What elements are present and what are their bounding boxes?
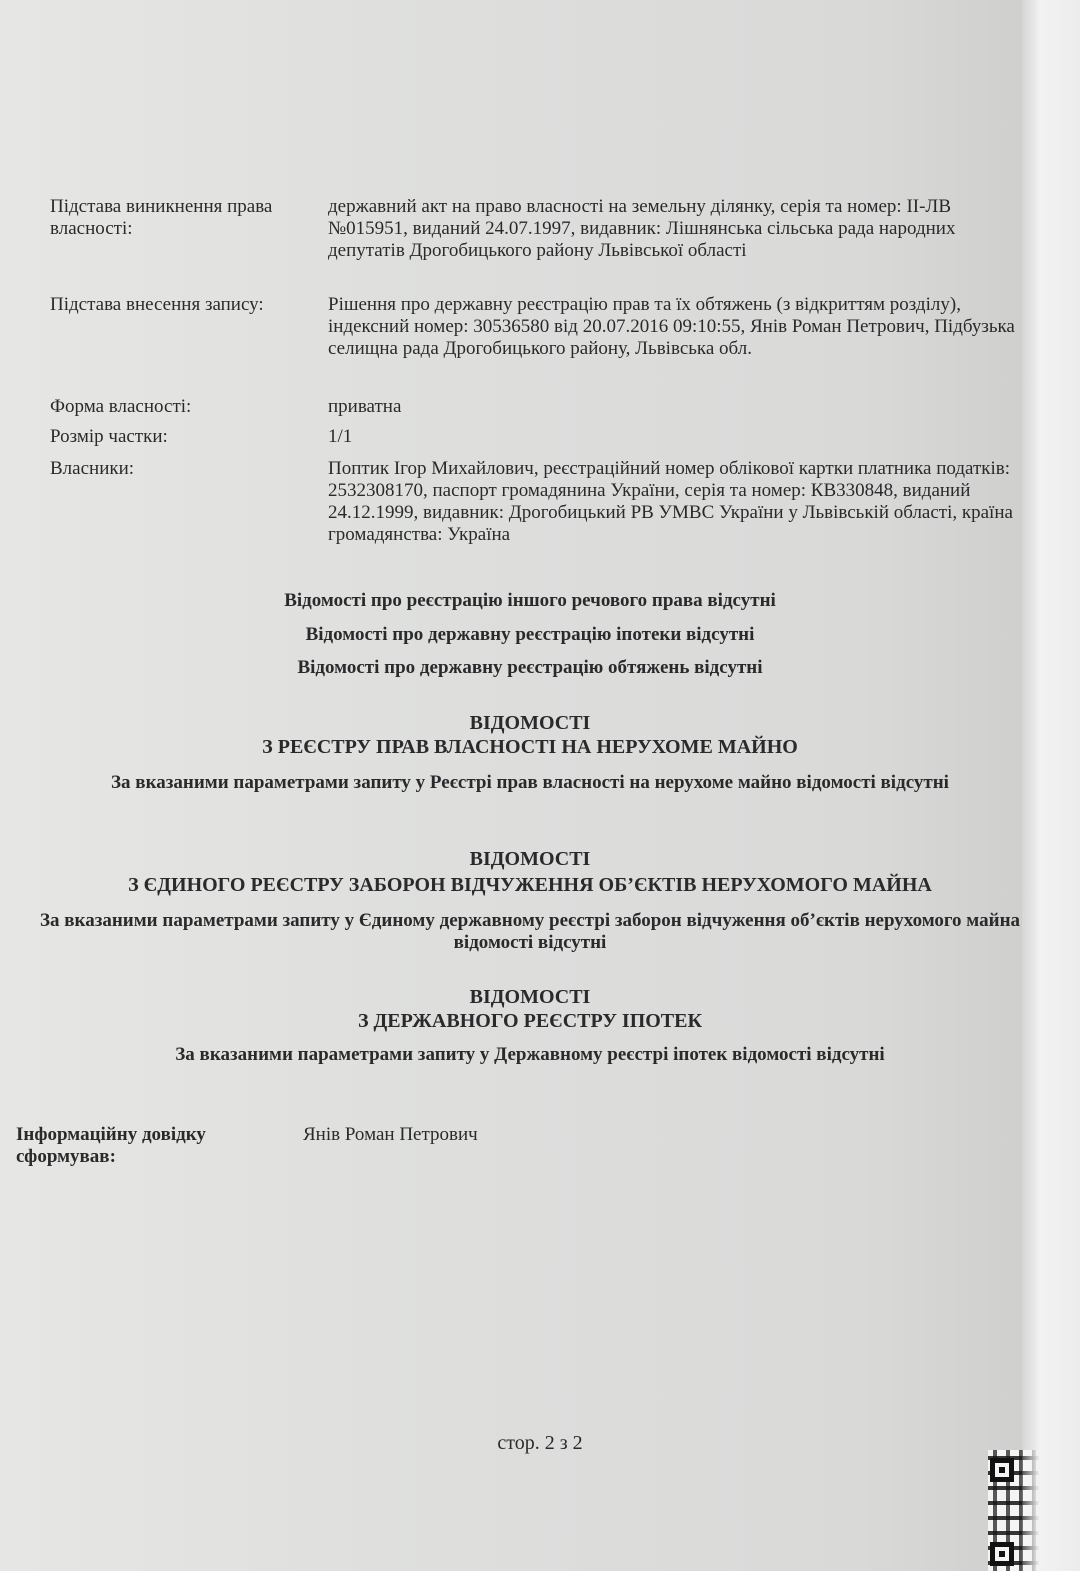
- notice-encumbrance: Відомості про державну реєстрацію обтяжень відсутні: [297, 657, 763, 678]
- section-subtitle: З ДЕРЖАВНОГО РЕЄСТРУ ІПОТЕК: [357, 1010, 702, 1032]
- share-size-label: Розмір частки:: [50, 426, 168, 447]
- section-subtitle: З РЕЄСТРУ ПРАВ ВЛАСНОСТІ НА НЕРУХОМЕ МАЙНО: [262, 736, 798, 758]
- notice-other-right: Відомості про реєстрацію іншого речового права відсутні: [284, 590, 776, 611]
- share-size-value: 1/1: [328, 426, 353, 447]
- ownership-basis-label: Підстава виникнення права власності:: [50, 196, 273, 239]
- notice-mortgage: Відомості про державну реєстрацію іпотеки відсутні: [305, 624, 755, 645]
- section-text: За вказаними параметрами запиту у Державному реєстрі іпотек відомості відсутні: [175, 1044, 885, 1065]
- section-subtitle: З ЄДИНОГО РЕЄСТРУ ЗАБОРОН ВІДЧУЖЕННЯ ОБ’ЄКТІВ НЕРУХОМОГО МАЙНА: [128, 874, 932, 896]
- ownership-form-label: Форма власності:: [50, 396, 192, 417]
- owners-value: Поптик Ігор Михайлович, реєстраційний номер облікової картки платника податків: 2532308170, паспорт громадянина України, серія та номер: КВ330848, виданий 24.12.1999, видавник: Дрогобицький РВ УМВС України у Львівській області, країна громадянства: Україна: [328, 458, 1013, 545]
- signature-name: Янів Роман Петрович: [303, 1124, 478, 1145]
- ownership-basis-value: державний акт на право власності на земельну ділянку, серія та номер: ІІ-ЛВ №015951, виданий 24.07.1997, видавник: Лішнянська сільська рада народних депутатів Дрогобицького району Львівської області: [328, 196, 956, 261]
- section-text: За вказаними параметрами запиту у Єдиному державному реєстрі заборон відчуження об’єктів нерухомого майна відомості відсутні: [40, 910, 1021, 953]
- section-title: ВІДОМОСТІ: [469, 986, 591, 1008]
- signature-block: [16, 1124, 478, 1168]
- signature-label: Інформаційну довідку сформував:: [16, 1124, 206, 1167]
- qr-finder-pattern: [990, 1458, 1014, 1482]
- page-number: стор. 2 з 2: [497, 1432, 583, 1454]
- ownership-form-value: приватна: [328, 396, 402, 417]
- record-basis-value: Рішення про державну реєстрацію прав та їх обтяжень (з відкриттям розділу), індексний номер: 30536580 від 20.07.2016 09:10:55, Янів Роман Петрович, Підбузька селищна рада Дрогобицького району, Львівська обл.: [328, 294, 1015, 359]
- section-text: За вказаними параметрами запиту у Реєстрі прав власності на нерухоме майно відомості відсутні: [111, 772, 949, 793]
- owners-label: Власники:: [50, 458, 135, 479]
- section-title: ВІДОМОСТІ: [469, 848, 591, 870]
- record-basis-label: Підстава внесення запису:: [50, 294, 264, 315]
- section-title: ВІДОМОСТІ: [469, 712, 591, 734]
- qr-finder-pattern: [990, 1542, 1014, 1566]
- qr-code: [988, 1450, 1080, 1571]
